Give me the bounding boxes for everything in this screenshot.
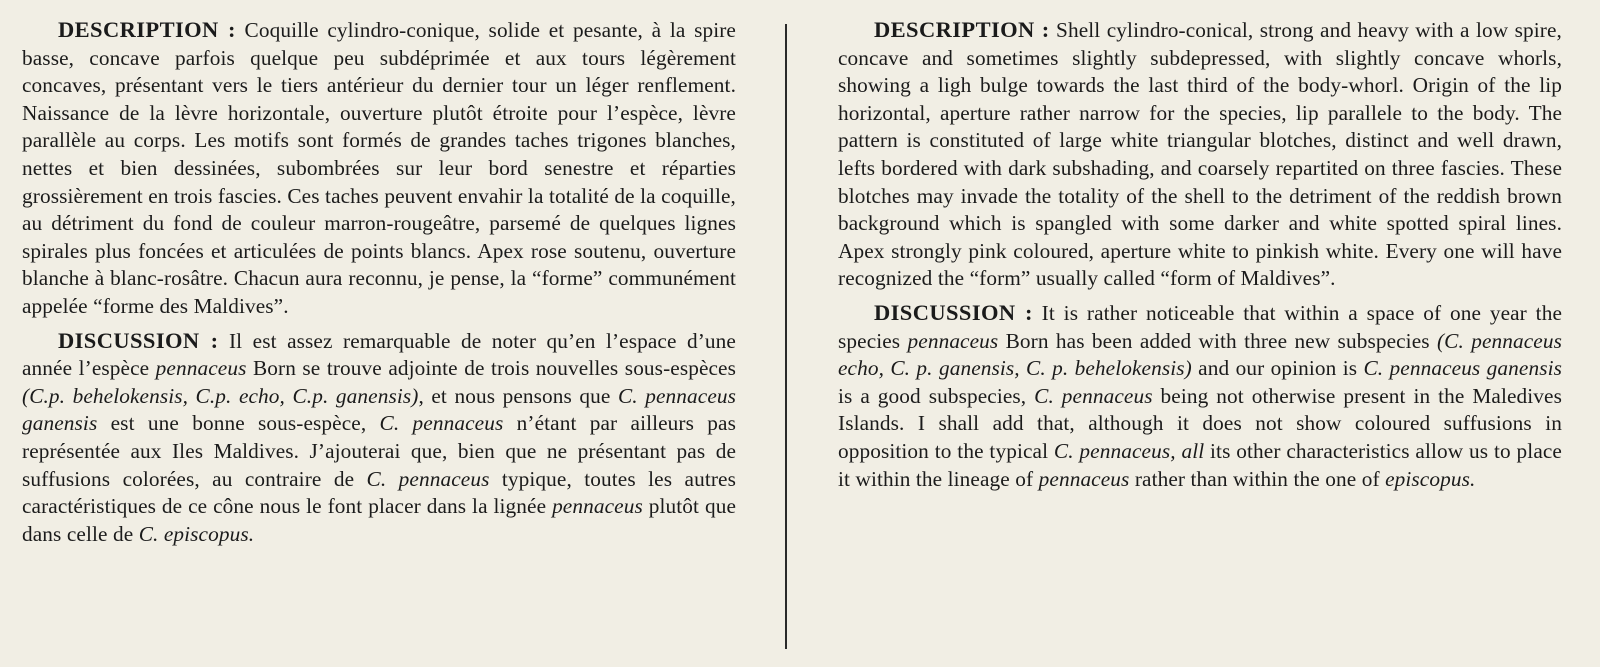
english-species-name: pennaceus — [1038, 466, 1130, 491]
english-species-name: C. pennaceus, all — [1053, 438, 1205, 463]
english-column — [838, 16, 1562, 493]
french-description-paragraph — [22, 16, 736, 321]
english-species-name: episcopus. — [1385, 466, 1476, 491]
french-column — [22, 16, 736, 548]
english-discussion-text: rather than within the one of — [1129, 466, 1386, 491]
english-species-name: pennaceus — [907, 328, 999, 353]
english-discussion-text: is a good subspecies, — [838, 383, 1035, 408]
english-description-heading: DESCRIPTION : — [874, 17, 1050, 42]
french-discussion-paragraph — [22, 327, 736, 549]
english-species-name: C. pennaceus — [1034, 383, 1153, 408]
english-discussion-paragraph — [838, 299, 1562, 493]
english-discussion-text: being not otherwise present in the Maledives Islands. I shall add that, although it does not show coloured suffusions in opposition to the typical — [838, 383, 1562, 463]
french-subspecies-list: (C.p. behelokensis, C.p. echo, C.p. ganensis) — [22, 383, 419, 408]
english-discussion-text: and our opinion is — [1191, 356, 1364, 381]
french-species-name: pennaceus — [552, 494, 643, 519]
french-discussion-text: Il est assez remarquable de noter qu’en l’espace d’une année l’espèce — [22, 328, 736, 381]
english-description-text: Shell cylindro-conical, strong and heavy with a low spire, concave and sometimes slightly subdepressed, with slightly concave whorls, showing a ligh bulge towards the last third of the body-whorl. Origin of the lip horizontal, aperture rather narrow for the species, lip parallele to the body. The pattern is constituted of large white triangular blotches, distinct and well drawn, lefts bordered with dark subshading, and coarsely repartited on three fascies. These blotches may invade the totality of the shell to the detriment of the reddish brown background which is spangled with some darker and white spotted spiral lines. Apex strongly pink coloured, aperture white to pinkish white. Every one will have recognized the “form” usually called “form of Maldives”. — [838, 18, 1562, 291]
english-species-name: C. pennaceus ganensis — [1363, 356, 1563, 381]
french-discussion-text: Born se trouve adjointe de trois nouvelles sous-espèces — [246, 356, 737, 381]
english-description-paragraph — [838, 16, 1562, 293]
french-discussion-heading: DISCUSSION : — [58, 327, 219, 353]
french-species-name: pennaceus — [155, 356, 247, 381]
french-discussion-text: typique, toutes les autres caractéristiques de ce cône nous le font placer dans la lignée — [22, 466, 736, 519]
french-species-name: C. pennaceus — [379, 411, 504, 436]
french-species-name: C. pennaceus ganensis — [22, 383, 737, 436]
column-divider — [785, 24, 787, 649]
french-discussion-text: est une bonne sous-espèce, — [97, 411, 380, 436]
english-discussion-text: It is rather noticeable that within a space of one year the species — [838, 300, 1563, 353]
french-species-name: C. pennaceus — [366, 466, 490, 491]
french-discussion-text: , et nous pensons que — [418, 383, 618, 408]
english-discussion-text: its other characteristics allow us to place it within the lineage of — [838, 438, 1562, 491]
english-discussion-text: Born has been added with three new subspecies — [998, 328, 1437, 353]
french-discussion-text: plutôt que dans celle de — [22, 494, 736, 546]
french-description-text: Coquille cylindro-conique, solide et pesante, à la spire basse, concave parfois quelque peu subdéprimée et aux tours légèrement concaves, présentant vers le tiers antérieur du dernier tour un léger renflement. Naissance de la lèvre horizontale, ouverture plutôt étroite pour l’espèce, lèvre parallèle au corps. Les motifs sont formés de grandes taches trigones blanches, nettes et bien dessinées, subombrées sur leur bord senestre et réparties grossièrement en trois fascies. Ces taches peuvent envahir la totalité de la coquille, au détriment du fond de couleur marron-rougeâtre, parsemé de quelques lignes spirales plus foncées et articulées de points blancs. Apex rose soutenu, ouverture blanche à blanc-rosâtre. Chacun aura reconnu, je pense, la “forme” communément appelée “forme des Maldives”. — [22, 18, 736, 318]
english-subspecies-list: (C. pennaceus echo, C. p. ganensis, C. p. behelokensis) — [838, 328, 1562, 381]
french-discussion-text: n’étant par ailleurs pas représentée aux Iles Maldives. J’ajouterai que, bien que ne présentant pas de suffusions colorées, au contraire de — [22, 411, 736, 491]
english-discussion-heading: DISCUSSION : — [874, 299, 1033, 325]
french-description-heading: DESCRIPTION : — [58, 17, 236, 42]
french-species-name: C. episcopus. — [138, 521, 255, 546]
